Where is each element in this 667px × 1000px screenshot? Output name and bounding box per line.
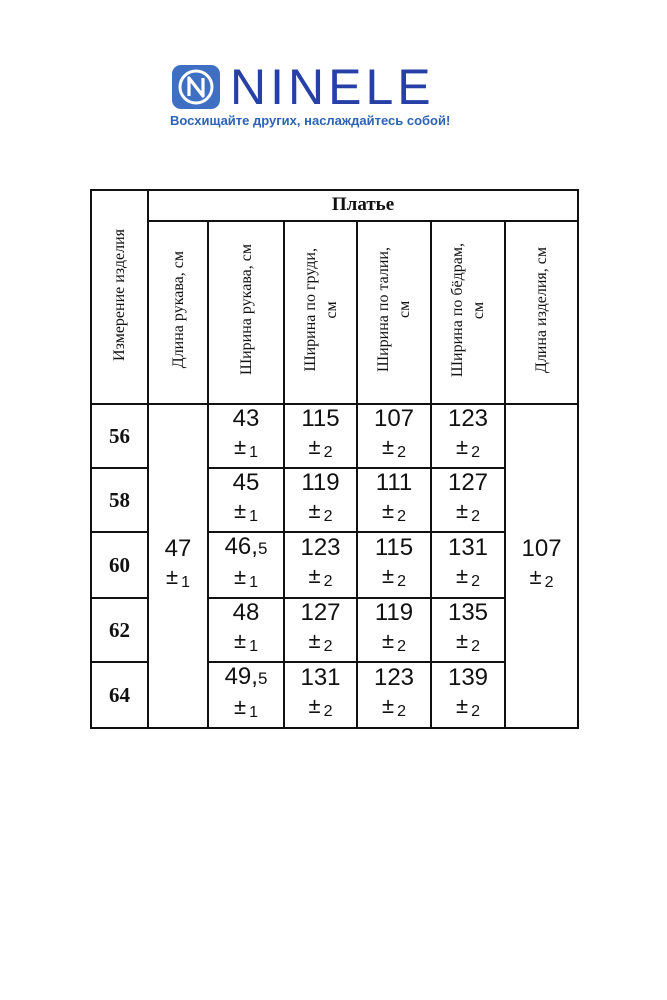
waist-cell [357, 468, 431, 532]
brand-logo [172, 59, 502, 115]
hips-cell [431, 532, 505, 598]
row-header-cell [91, 190, 148, 404]
size-cell: 58 [91, 468, 148, 532]
length-cell-tolerance: ± $_2$ [529, 564, 554, 591]
waist-cell-tolerance: ± $_2$ [382, 628, 406, 655]
column-header-hips: Ширина по бёдрам, см [431, 221, 505, 404]
sleeve-width-cell-value: 45 [232, 469, 260, 496]
size-chart-table [90, 189, 579, 729]
sleeve-width-cell-value: 49,5 [224, 663, 268, 690]
chest-cell-value: 119 [301, 469, 340, 496]
chest-cell [284, 662, 357, 728]
waist-cell [357, 598, 431, 662]
waist-cell [357, 532, 431, 598]
size-cell: 60 [91, 532, 148, 598]
waist-cell-value: 119 [374, 599, 414, 626]
chest-cell [284, 404, 357, 468]
sleeve-width-cell [208, 598, 284, 662]
sleeve-width-cell-tolerance: ± $_1$ [234, 564, 258, 591]
sleeve-width-cell [208, 468, 284, 532]
sleeve-width-cell-value: 48 [232, 599, 260, 626]
brand-slogan: Восхищайте других, наслаждайтесь собой! [170, 113, 451, 128]
waist-cell-value: 111 [375, 469, 413, 496]
hips-cell-tolerance: ± $_2$ [456, 628, 480, 655]
sleeve-width-cell [208, 404, 284, 468]
size-cell: 62 [91, 598, 148, 662]
brand-n-icon [172, 65, 220, 109]
length-cell-value: 107 [521, 535, 562, 562]
hips-cell [431, 662, 505, 728]
sleeve-width-cell [208, 532, 284, 598]
sleeve-length-cell-tolerance: ± $_1$ [166, 564, 190, 591]
hips-cell-value: 139 [447, 664, 489, 691]
sleeve-width-cell-value: 46,5 [224, 533, 268, 560]
chest-cell [284, 598, 357, 662]
hips-cell [431, 598, 505, 662]
chest-cell [284, 532, 357, 598]
row-header-label: Измерение изделия [111, 228, 128, 361]
waist-cell-tolerance: ± $_2$ [382, 563, 406, 590]
chest-cell-tolerance: ± $_2$ [308, 563, 333, 590]
waist-cell-value: 115 [374, 534, 414, 561]
chest-cell-tolerance: ± $_2$ [308, 498, 333, 525]
size-cell: 56 [91, 404, 148, 468]
hips-cell-tolerance: ± $_2$ [456, 498, 480, 525]
table-row [91, 404, 578, 468]
hips-cell-tolerance: ± $_2$ [456, 434, 480, 461]
chest-cell-value: 127 [300, 599, 341, 626]
column-header-length: Длина изделия, см [505, 221, 578, 404]
chest-cell-tolerance: ± $_2$ [308, 628, 333, 655]
chest-cell-tolerance: ± $_2$ [308, 434, 333, 461]
size-cell: 64 [91, 662, 148, 728]
sleeve-width-cell-fraction: 5 [257, 539, 268, 558]
hips-cell-value: 135 [447, 599, 489, 626]
waist-cell [357, 404, 431, 468]
chest-cell-value: 115 [301, 405, 340, 432]
column-header-sleeve-length: Длина рукава, см [148, 221, 208, 404]
brand-name: NINELE [230, 59, 435, 115]
sleeve-width-cell [208, 662, 284, 728]
waist-cell-value: 123 [373, 664, 415, 691]
waist-cell-tolerance: ± $_2$ [382, 693, 406, 720]
sleeve-width-cell-tolerance: ± $_1$ [234, 434, 258, 461]
chest-cell-value: 123 [300, 534, 341, 561]
waist-cell-tolerance: ± $_2$ [382, 498, 406, 525]
chest-cell [284, 468, 357, 532]
length-cell [505, 404, 578, 728]
waist-cell [357, 662, 431, 728]
sleeve-width-cell-tolerance: ± $_1$ [234, 498, 258, 525]
column-header-sleeve-width: Ширина рукава, см [208, 221, 284, 404]
hips-cell-tolerance: ± $_2$ [456, 693, 480, 720]
size-rows [91, 404, 578, 728]
sleeve-width-cell-fraction: 5 [257, 669, 268, 688]
waist-cell-value: 107 [373, 405, 415, 432]
hips-cell-tolerance: ± $_2$ [456, 563, 480, 590]
garment-title: Платье [148, 190, 578, 221]
sleeve-width-cell-tolerance: ± $_1$ [234, 628, 258, 655]
sleeve-width-cell-value: 43 [232, 405, 260, 432]
hips-cell-value: 131 [447, 534, 489, 561]
chest-cell-tolerance: ± $_2$ [308, 693, 333, 720]
waist-cell-tolerance: ± $_2$ [382, 434, 406, 461]
column-header-waist: Ширина по талии, см [357, 221, 431, 404]
sleeve-width-cell-tolerance: ± $_1$ [234, 694, 258, 721]
hips-cell [431, 468, 505, 532]
hips-cell-value: 123 [447, 405, 489, 432]
sleeve-length-cell [148, 404, 208, 728]
column-header-chest: Ширина по груди, см [284, 221, 357, 404]
hips-cell [431, 404, 505, 468]
sleeve-length-cell-value: 47 [164, 535, 192, 562]
chest-cell-value: 131 [300, 664, 341, 691]
hips-cell-value: 127 [447, 469, 489, 496]
